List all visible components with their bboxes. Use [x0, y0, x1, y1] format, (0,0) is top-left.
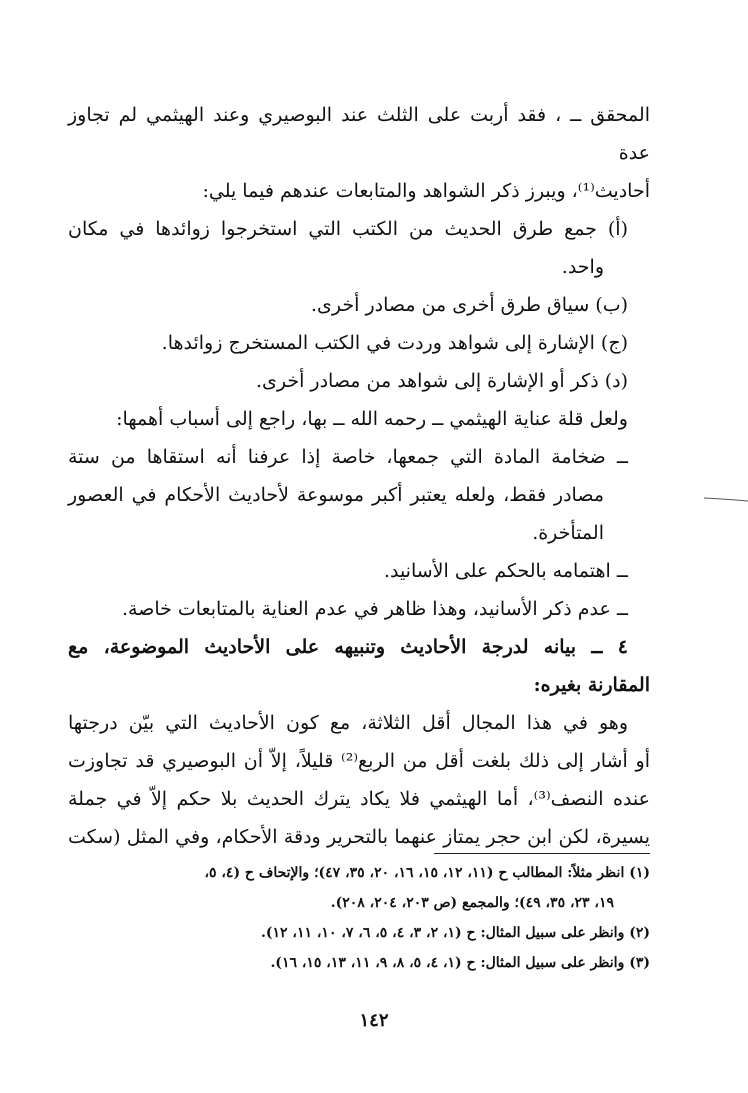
- footnote-divider: [434, 853, 650, 854]
- list-item-d: (د) ذكر أو الإشارة إلى شواهد من مصادر أخرى.: [255, 370, 628, 392]
- paragraph-line: أو أشار إلى ذلك بلغت أقل من الربع⁽²⁾ قليلاً، إلاّ أن البوصيري قد تجاوزت: [68, 750, 650, 772]
- paragraph-line: ولعل قلة عناية الهيثمي ــ رحمه الله ــ بها، راجع إلى أسباب أهمها:: [116, 408, 628, 430]
- list-item-b: (ب) سياق طرق أخرى من مصادر أخرى.: [311, 294, 628, 316]
- footnotes: [68, 858, 650, 978]
- paragraph-line: يسيرة، لكن ابن حجر يمتاز عنهما بالتحرير ودقة الأحكام، وفي المثل (سكت: [68, 826, 650, 848]
- section-heading-cont: المقارنة بغيره:: [533, 674, 650, 696]
- paragraph-line: عنده النصف⁽³⁾، أما الهيثمي فلا يكاد يترك الحديث بلا حكم إلاّ في جملة: [68, 788, 650, 810]
- footnote-3: (٣) وانظر على سبيل المثال: ح (١، ٤، ٥، ٨، ٩، ١١، ١٣، ١٥، ١٦).: [270, 955, 650, 971]
- list-item-a-cont: واحد.: [561, 256, 604, 278]
- dash-item-1-end: المتأخرة.: [532, 522, 604, 544]
- dash-item-1-cont: مصادر فقط، ولعله يعتبر أكبر موسوعة لأحاديث الأحكام في العصور: [68, 484, 604, 506]
- page-number: ١٤٢: [359, 1010, 389, 1031]
- dash-item-1: ــ ضخامة المادة التي جمعها، خاصة إذا عرفنا أنه استقاها من ستة: [68, 446, 628, 468]
- footnote-1: (١) انظر مثلاً: المطالب ح (١١، ١٢، ١٥، ١٦، ٢٠، ٣٥، ٤٧)؛ والإتحاف ح (٤، ٥،: [204, 865, 650, 881]
- dash-item-2: ــ اهتمامه بالحكم على الأسانيد.: [383, 560, 628, 582]
- text-line: أحاديث⁽¹⁾، ويبرز ذكر الشواهد والمتابعات عندهم فيما يلي:: [202, 180, 650, 202]
- dash-item-3: ــ عدم ذكر الأسانيد، وهذا ظاهر في عدم العناية بالمتابعات خاصة.: [121, 598, 628, 620]
- footnote-1-cont: ١٩، ٢٣، ٣٥، ٤٩)؛ والمجمع (ص ٢٠٣، ٢٠٤، ٢٠٨).: [330, 895, 614, 911]
- list-item-c: (ج) الإشارة إلى شواهد وردت في الكتب المستخرج زوائدها.: [161, 332, 628, 354]
- paragraph-line: وهو في هذا المجال أقل الثلاثة، مع كون الأحاديث التي بيّن درجتها: [68, 712, 628, 734]
- margin-scribble: [704, 496, 748, 502]
- list-item-a: (أ) جمع طرق الحديث من الكتب التي استخرجوا زوائدها في مكان: [68, 218, 628, 240]
- footnote-2: (٢) وانظر على سبيل المثال: ح (١، ٢، ٣، ٤، ٥، ٦، ٧، ١٠، ١١، ١٢).: [261, 925, 650, 941]
- page-body: [68, 96, 650, 856]
- text-line: المحقق ــ ، فقد أربت على الثلث عند البوصيري وعند الهيثمي لم تجاوز عدة: [68, 104, 650, 164]
- section-heading: ٤ ــ بيانه لدرجة الأحاديث وتنبيهه على الأحاديث الموضوعة، مع: [68, 636, 628, 658]
